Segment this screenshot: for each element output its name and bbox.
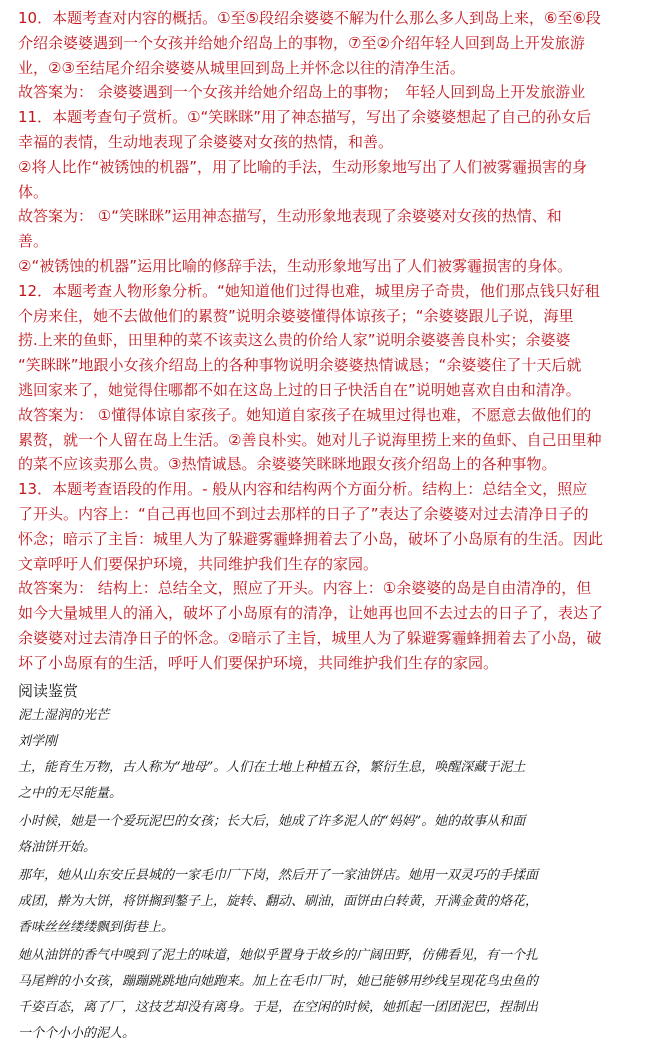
article-line: 烙油饼开始。: [18, 839, 97, 855]
analysis-line: 业，②③至结尾介绍余婆婆从城里回到岛上并怀念以往的清净生活。: [18, 58, 465, 77]
analysis-line: 13．本题考查语段的作用。- 般从内容和结构两个方面分析。结构上：总结全文，照应: [18, 480, 588, 499]
analysis-line: 逃回家来了，她觉得住哪都不如在这岛上过的日子快活自在”说明她喜欢自由和清净。: [18, 380, 581, 399]
article-line: 小时候，她是一个爱玩泥巴的女孩；长大后，她成了许多泥人的“妈妈”。她的故事从和面: [18, 813, 526, 829]
article-line: 千姿百态，离了厂，这技艺却没有离身。于是，在空闲的时候，她抓起一团团泥巴，捏制出: [18, 999, 539, 1015]
article-line: 土，能育生万物，古人称为“地母”。人们在土地上种植五谷，繁衍生息，唤醒深藏于泥土: [18, 759, 526, 775]
analysis-line: 12．本题考查人物形象分析。“她知道他们过得也难，城里房子奇贵，他们那点钱只好租: [18, 281, 600, 300]
analysis-line: 介绍余婆婆遇到一个女孩并给她介绍岛上的事物，⑦至②介绍年轻人回到岛上开发旅游: [18, 33, 585, 52]
answer-analysis: [18, 6, 654, 676]
analysis-line: 体。: [18, 182, 49, 201]
answer-line: ②“被锈蚀的机器”运用比喻的修辞手法，生动形象地写出了人们被雾霾损害的身体。: [18, 256, 572, 275]
article-line: 马尾辫的小女孩，蹦蹦跳跳地向她跑来。加上在毛巾厂时，她已能够用纱线呈现花鸟虫鱼的: [18, 973, 539, 989]
article-author: 刘学刚: [18, 733, 58, 749]
article-line: 成团，擀为大饼，将饼搁到鏊子上，旋转、翻动、刷油，面饼由白转黄，开满金黄的烙花，: [18, 893, 539, 909]
analysis-line: 个房来住，她不去做他们的累赘”说明余婆婆懂得体谅孩子；“余婆婆跟儿子说，海里: [18, 306, 574, 325]
article-line: 那年，她从山东安丘县城的一家毛巾厂下岗，然后开了一家油饼店。她用一双灵巧的手揉面: [18, 867, 539, 883]
answer-line: 余婆婆对过去清净日子的怀念。②暗示了主旨，城里人为了躲避雾霾蜂拥着去了小岛，破: [18, 628, 602, 647]
answer-line: 累赘，就一个人留在岛上生活。②善良朴实。她对儿子说海里捞上来的鱼虾、自己田里种: [18, 430, 602, 449]
answer-line: 故答案为： 余婆婆遇到一个女孩并给她介绍岛上的事物； 年轻人回到岛上开发旅游业: [18, 83, 586, 102]
answer-line: 的菜不应该卖那么贵。③热情诚恳。余婆婆笑眯眯地跟女孩介绍岛上的各种事物。: [18, 455, 557, 474]
analysis-line: 捞.上来的鱼虾，田里种的菜不该卖这么贵的价给人家”说明余婆婆善良朴实；余婆婆: [18, 331, 571, 350]
analysis-line: 11．本题考查句子赏析。①“笑眯眯”用了神态描写，写出了余婆婆想起了自己的孙女后: [18, 108, 592, 127]
analysis-line: 幸福的表情，生动地表现了余婆婆对女孩的热情，和善。: [18, 132, 394, 151]
answer-line: 善。: [18, 232, 49, 251]
answer-line: 故答案为： ①“笑眯眯”运用神态描写，生动形象地表现了余婆婆对女孩的热情、和: [18, 207, 562, 226]
analysis-line: 了开头。内容上：“自己再也回不到过去那样的日子了”表达了余婆婆对过去清净日子的: [18, 504, 589, 523]
answer-line: 坏了小岛原有的生活，呼吁人们要保护环境，共同维护我们生存的家园。: [18, 653, 499, 672]
analysis-line: 文章呼吁人们要保护环境，共同维护我们生存的家园。: [18, 554, 379, 573]
answer-line: 故答案为： ①懂得体谅自家孩子。她知道自家孩子在城里过得也难，不愿意去做他们的: [18, 405, 592, 424]
article-line: 她从油饼的香气中嗅到了泥土的味道，她似乎置身于故乡的广阔田野，仿佛看见，有一个扎: [18, 947, 539, 963]
reading-article: [18, 703, 654, 1047]
answer-line: 如今大量城里人的涌入，破坏了小岛原有的清净，让她再也回不去过去的日子了，表达了: [18, 604, 604, 623]
analysis-line: “笑眯眯”地跟小女孩介绍岛上的各种事物说明余婆婆热情诚恳；“余婆婆住了十天后就: [18, 356, 582, 375]
article-line: 一个个小小的泥人。: [18, 1025, 136, 1041]
article-line: 之中的无尽能量。: [18, 785, 123, 801]
section-heading: 阅读鉴赏: [18, 681, 79, 700]
analysis-line: 10．本题考查对内容的概括。①至⑤段绍余婆婆不解为什么那么多人到岛上来，⑥至⑥段: [18, 9, 601, 27]
answer-line: 故答案为： 结构上：总结全文，照应了开头。内容上：①余婆婆的岛是自由清净的，但: [18, 579, 592, 598]
article-title: 泥土湿润的光芒: [18, 707, 110, 723]
analysis-line: 怀念；暗示了主旨：城里人为了躲避雾霾蜂拥着去了小岛，破坏了小岛原有的生活。因此: [18, 529, 604, 548]
article-line: 香味丝丝缕缕飘到街巷上。: [18, 919, 175, 935]
analysis-line: ②将人比作“被锈蚀的机器”，用了比喻的手法，生动形象地写出了人们被雾霾损害的身: [18, 157, 587, 176]
